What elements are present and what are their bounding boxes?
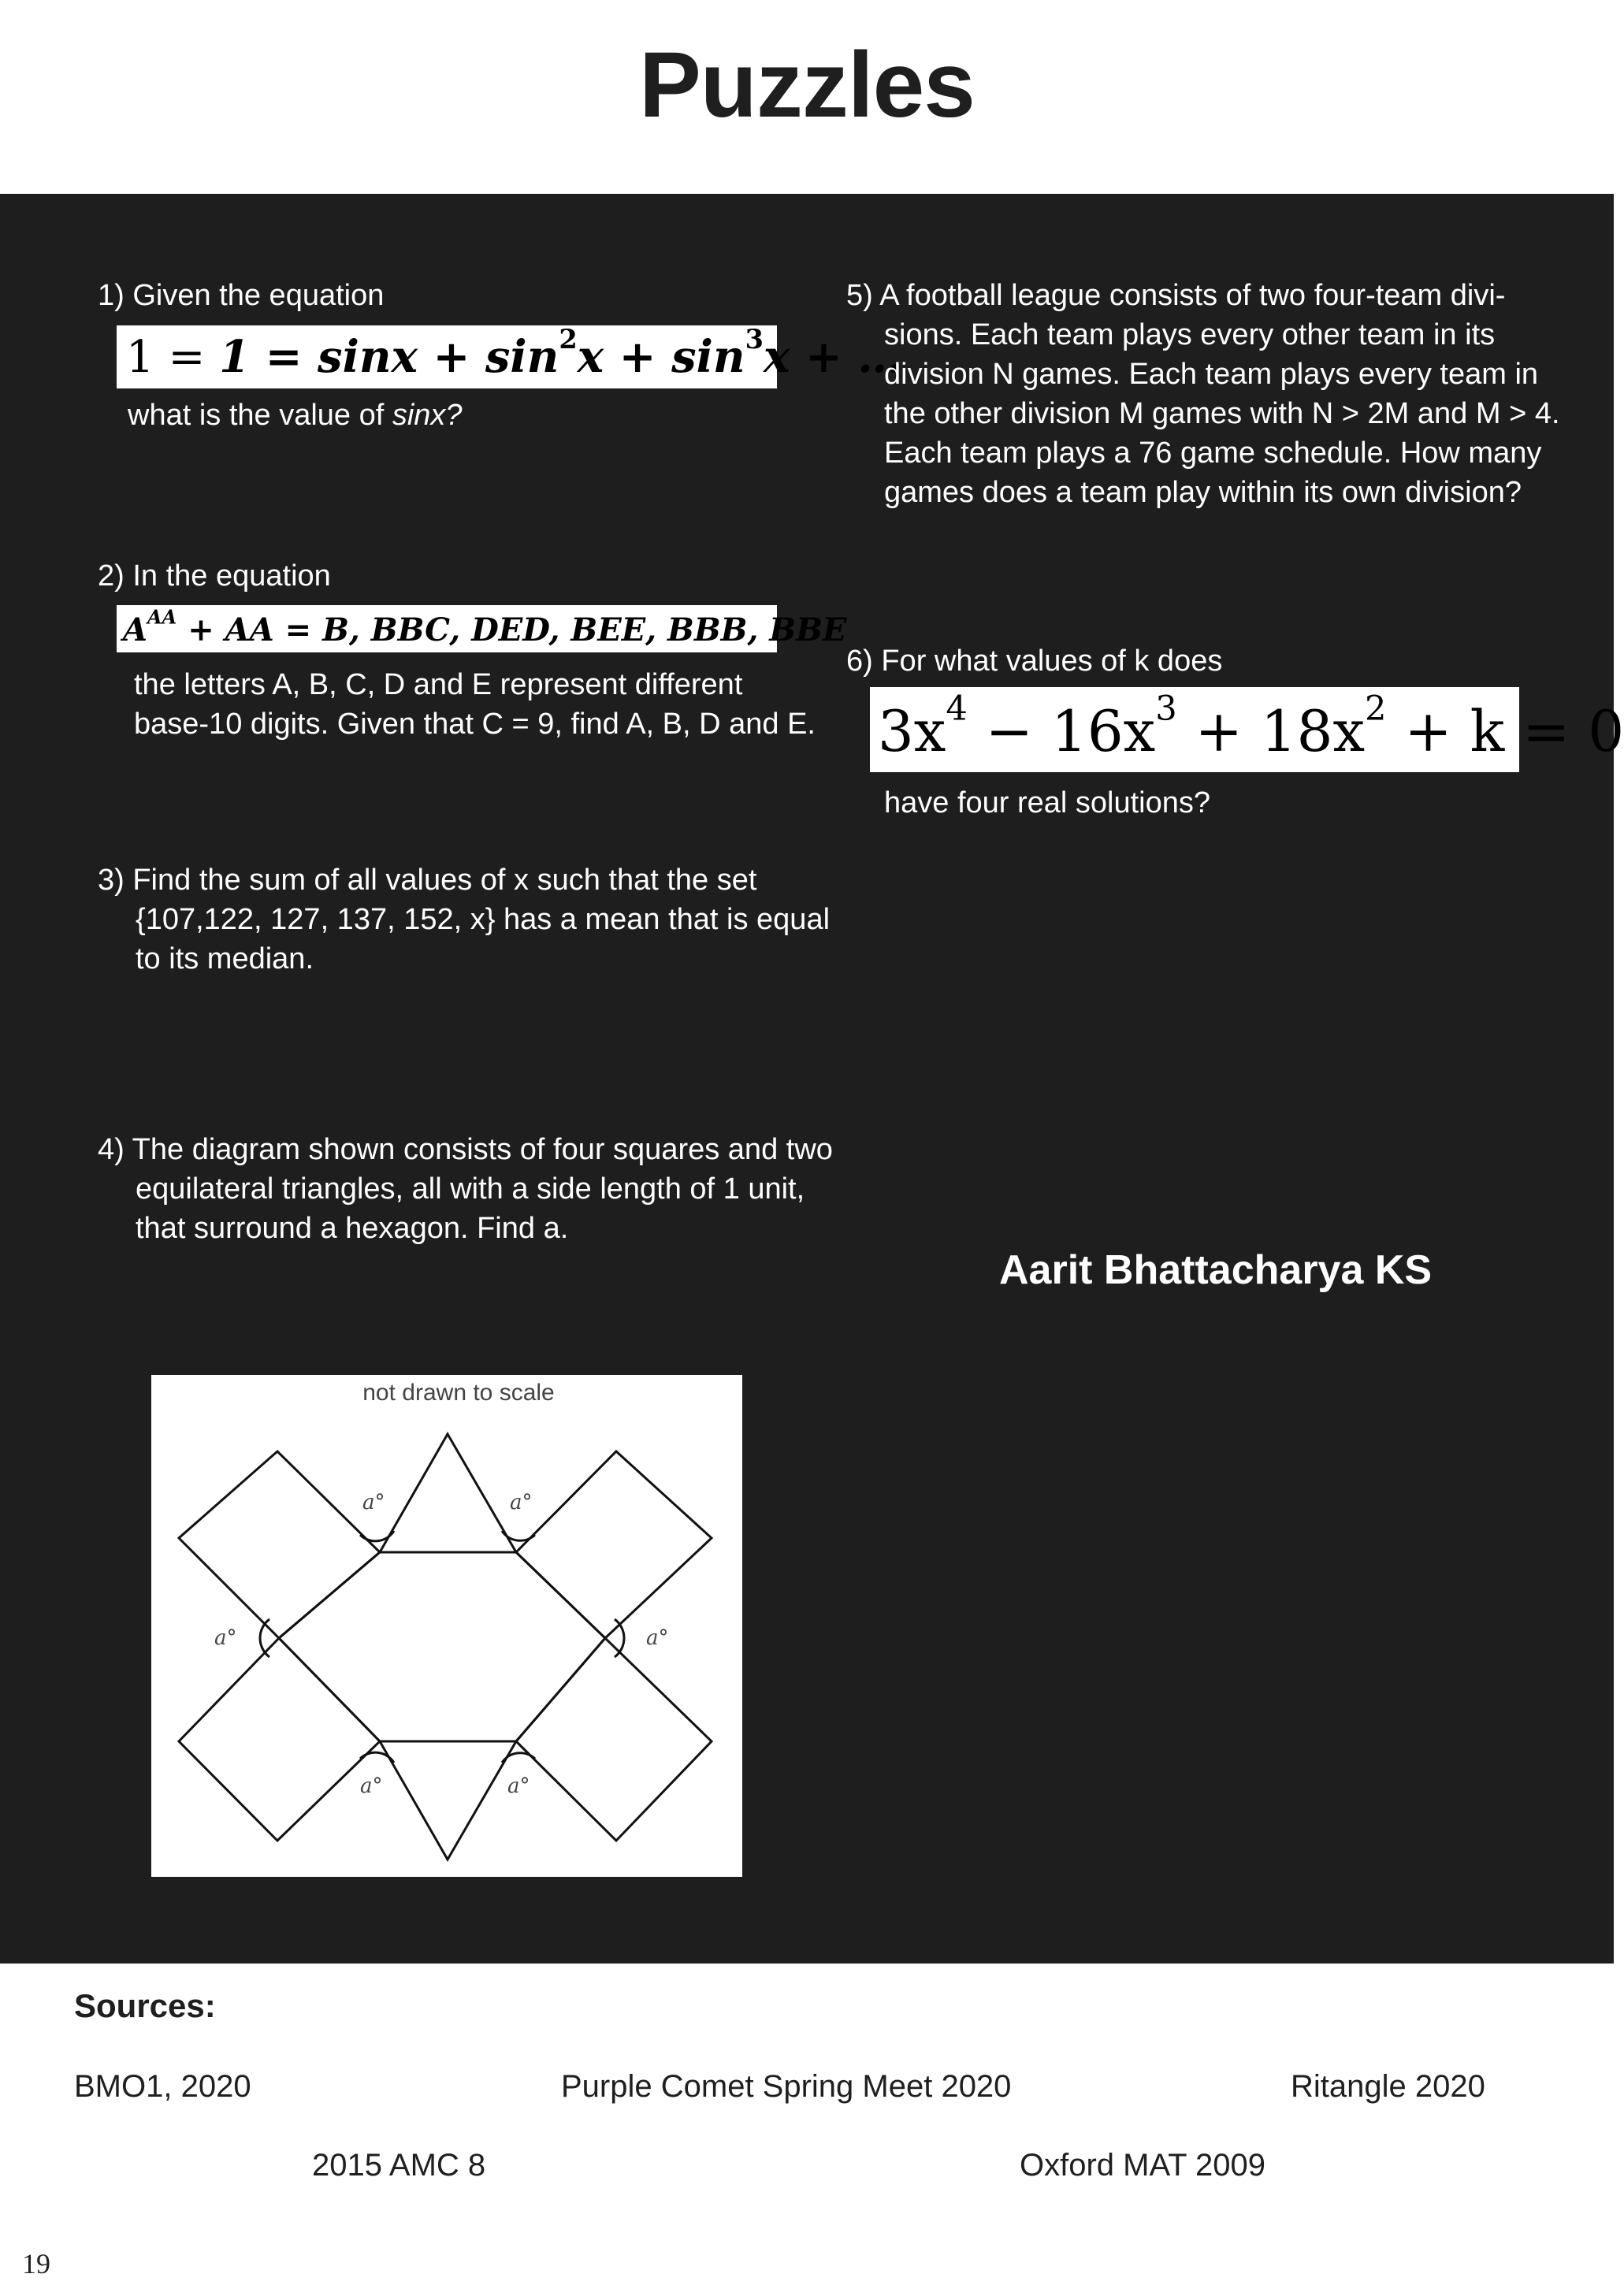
equation-6-exp-c: 2 <box>1365 689 1387 730</box>
triangle-bottom <box>380 1741 516 1860</box>
square-bottom-left <box>179 1638 380 1841</box>
square-top-left <box>179 1451 380 1638</box>
question-2-body <box>134 665 816 744</box>
question-1-intro: 1) Given the equation <box>98 279 385 312</box>
equation-6-term-d: + k = 0 <box>1386 698 1624 764</box>
question-1-prompt <box>128 396 463 435</box>
question-2-line-3: base-10 digits. Given that C = 9, find A, B, D and E. <box>134 708 816 741</box>
diagram-caption: not drawn to scale <box>362 1380 555 1406</box>
angle-label-left: a° <box>214 1626 237 1650</box>
question-2-intro: 2) In the equation <box>98 559 331 593</box>
page-number: 19 <box>22 2248 50 2279</box>
angle-label-top-left: a° <box>362 1491 385 1514</box>
question-2 <box>98 556 331 596</box>
question-5-line-4: the other division M games with N > 2M and M > 4. <box>884 397 1560 430</box>
question-6-intro: 6) For what values of k does <box>846 645 1223 678</box>
question-3-line-2: {107,122, 127, 137, 152, x} has a mean that is equal <box>136 903 831 936</box>
angle-arc-bottom-right <box>502 1753 535 1763</box>
source-item: Ritangle 2020 <box>1291 2069 1485 2104</box>
question-6-line-2: have four real solutions? <box>884 786 1211 819</box>
question-1-equation: $1 = 1 = \sin x + \sin^2x + \sin^3x$ + … <box>117 325 777 388</box>
square-bottom-right <box>516 1638 712 1841</box>
equation-6-term-a: 3x <box>878 698 946 764</box>
equation-1-exp-a: 2 <box>559 322 578 355</box>
question-5 <box>846 276 1560 512</box>
question-3 <box>98 860 830 979</box>
question-6 <box>846 641 1222 681</box>
question-2-equation <box>117 605 847 652</box>
source-item: Purple Comet Spring Meet 2020 <box>561 2069 1012 2104</box>
question-5-line-6: games does a team play within its own division? <box>884 476 1522 509</box>
question-1-prompt-text: what is the value of <box>128 399 392 432</box>
hexagon-shape <box>279 1552 605 1741</box>
equation-2-rest: + AA = B, BBC, DED, BEE, BBB, BBE <box>177 611 847 648</box>
question-6-prompt <box>884 783 1210 823</box>
angle-arc-left <box>260 1619 269 1657</box>
angle-arc-right <box>615 1619 624 1657</box>
equation-1-part-b: x + sin <box>577 331 745 383</box>
equation-6-term-c: + 18x <box>1176 698 1366 764</box>
angle-label-right: a° <box>646 1626 669 1650</box>
square-top-right <box>516 1451 712 1638</box>
question-3-line-3: to its median. <box>136 942 314 975</box>
equation-1-exp-b: 3 <box>745 322 764 355</box>
hexagon-diagram <box>151 1375 742 1877</box>
equation-6-exp-b: 3 <box>1155 689 1177 730</box>
angle-label-bottom-right: a° <box>507 1774 530 1798</box>
source-item: BMO1, 2020 <box>74 2069 251 2104</box>
angle-arc-top-right <box>502 1531 535 1540</box>
question-4-line-2: equilateral triangles, all with a side length of 1 unit, <box>136 1172 805 1206</box>
angle-label-top-right: a° <box>510 1491 533 1514</box>
page-title: Puzzles <box>639 33 975 137</box>
equation-6-term-b: − 16x <box>967 698 1156 764</box>
author-name: Aarit Bhattacharya KS <box>999 1247 1433 1293</box>
source-item: 2015 AMC 8 <box>312 2148 486 2183</box>
question-4-line-3: that surround a hexagon. Find a. <box>136 1212 569 1245</box>
question-2-line-2: the letters A, B, C, D and E represent different <box>134 668 743 701</box>
question-4 <box>98 1130 833 1248</box>
equation-1-part-c: x + … <box>763 331 902 383</box>
question-5-line-1: 5) A football league consists of two four-team divi- <box>846 279 1506 312</box>
question-5-line-2: sions. Each team plays every other team in its <box>884 318 1496 351</box>
angle-label-bottom-left: a° <box>360 1774 383 1798</box>
question-3-line-1: 3) Find the sum of all values of x such that the set <box>98 864 757 897</box>
triangle-top <box>380 1434 516 1552</box>
source-item: Oxford MAT 2009 <box>1020 2148 1265 2183</box>
question-5-line-3: division N games. Each team plays every team in <box>884 358 1539 391</box>
equation-2-exponent: AA <box>147 605 177 629</box>
hexagon-diagram-svg <box>151 1375 742 1877</box>
angle-arc-bottom-left <box>360 1752 394 1763</box>
equation-1-part-a: 1 = sinx + sin <box>219 331 559 383</box>
equation-6-exp-a: 4 <box>946 689 968 730</box>
question-1 <box>98 276 384 315</box>
question-6-equation <box>870 687 1624 772</box>
sources-heading: Sources: <box>74 1987 216 2024</box>
angle-arc-top-left <box>360 1531 394 1541</box>
question-4-line-1: 4) The diagram shown consists of four squares and two <box>98 1133 833 1166</box>
question-5-line-5: Each team plays a 76 game schedule. How many <box>884 437 1542 470</box>
question-1-prompt-variable: sinx? <box>392 399 463 432</box>
equation-2-base: A <box>123 611 148 648</box>
